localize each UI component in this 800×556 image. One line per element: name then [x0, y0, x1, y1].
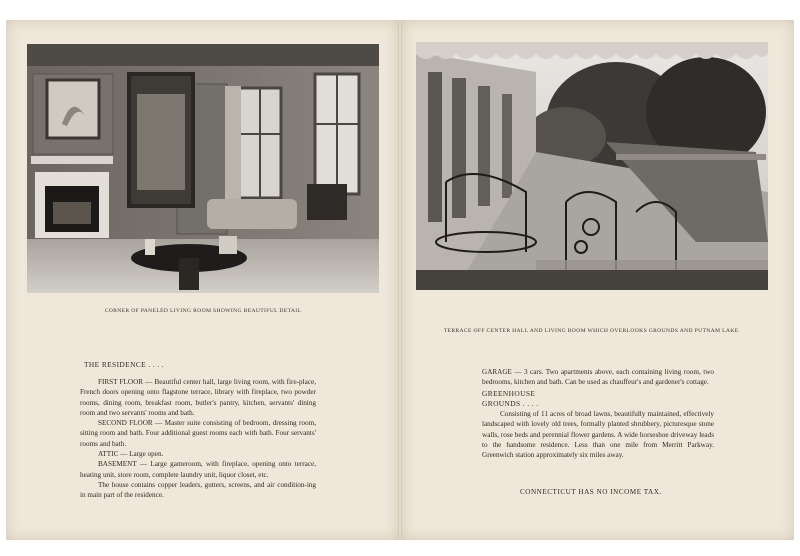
greenhouse-heading: GREENHOUSE [482, 389, 536, 398]
construction-paragraph: The house contains copper leaders, gutters, screens, and air condition-ing in main part of the residence. [80, 480, 316, 500]
first-floor-paragraph: FIRST FLOOR — Beautiful center hall, large living room, with fire-place, French doors opening onto flagstone terrace, library with fireplace, two powder rooms, dining room, breakfast room, butler's pantry, kitchen, servants' dining room and two servants' rooms and bath. [80, 378, 316, 417]
garage-paragraph: GARAGE — 3 cars. Two apartments above, each containing living room, two bedrooms, kitchen and bath. Can be used as chauffeur's and gardener's cottage. [482, 368, 714, 387]
grounds-heading: GROUNDS . . . . [482, 399, 539, 408]
second-floor-paragraph: SECOND FLOOR — Master suite consisting of bedroom, dressing room, sitting room and bath. Four additional guest rooms each with bath. Four servants' rooms and bath. [80, 419, 316, 448]
grounds-paragraph: Consisting of 11 acres of broad lawns, beautifully maintained, effectively landscaped with lovely old trees, formally planted shrubbery, picturesque stone walls, rose beds and perennial flower gardens. A wide horseshoe driveway leads to the handsome residence. Less than one mile from Merritt Parkway. Greenwich station approximately six miles away. [482, 410, 714, 460]
attic-paragraph: ATTIC — Large open. [98, 450, 164, 459]
basement-paragraph: BASEMENT — Large gameroom, with fireplace, opening onto terrace, heating unit, store room, complete laundry unit, liquor closet, etc. [80, 460, 316, 479]
living-room-caption: CORNER OF PANELED LIVING ROOM SHOWING BEAUTIFUL DETAIL [104, 308, 302, 314]
residence-description [80, 377, 316, 501]
tax-note: CONNECTICUT HAS NO INCOME TAX. [520, 488, 662, 496]
living-room-illustration [27, 44, 379, 293]
terrace-illustration [416, 42, 768, 290]
residence-heading: THE RESIDENCE . . . . [84, 360, 165, 369]
terrace-caption: TERRACE OFF CENTER HALL AND LIVING ROOM WHICH OVERLOOKS GROUNDS AND PUTNAM LAKE. [443, 328, 741, 334]
living-room-photo [27, 44, 379, 293]
terrace-photo [416, 42, 768, 290]
